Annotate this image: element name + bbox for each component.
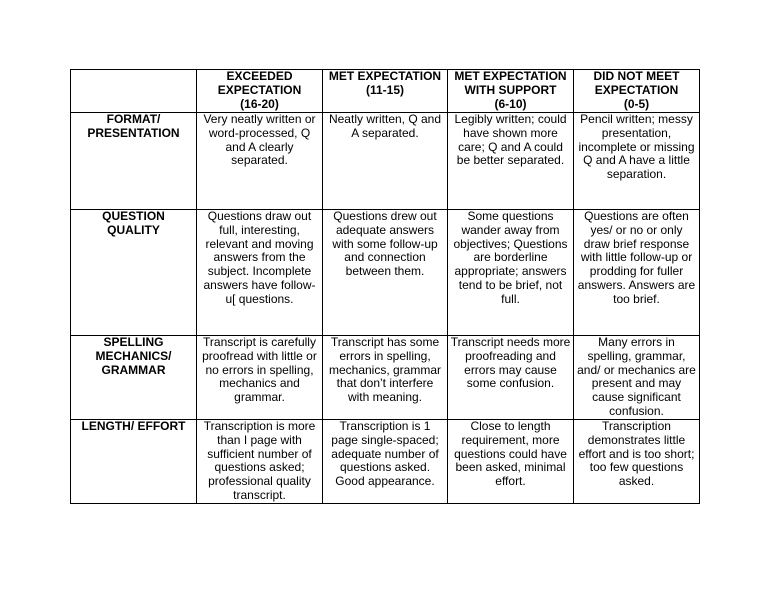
rubric-cell: Transcription demonstrates little effort and is too short; too few questions asked. xyxy=(574,420,700,504)
row-label-line: GRAMMAR xyxy=(101,362,166,377)
rubric-cell: Very neatly written or word-processed, Q and A clearly separated. xyxy=(197,113,323,210)
row-label-line: FORMAT/ xyxy=(106,112,161,126)
rubric-cell: Transcript is carefully proofread with little or no errors in spelling, mechanics and grammar. xyxy=(197,336,323,420)
row-label-length-effort xyxy=(71,420,197,504)
row-label-line: QUALITY xyxy=(107,222,160,237)
table-row-spelling-mechanics-grammar xyxy=(71,336,700,420)
rubric-cell: Pencil written; messy presentation, incomplete or missing Q and A have a little separation. xyxy=(574,113,700,210)
rubric-cell: Some questions wander away from objectives; Questions are borderline appropriate; answers tend to be brief, not full. xyxy=(448,210,574,336)
header-text-line: (0-5) xyxy=(623,96,650,111)
header-text-line: EXCEEDED xyxy=(226,69,293,83)
row-label-line: LENGTH/ EFFORT xyxy=(81,419,186,433)
header-met-expectation xyxy=(323,70,448,113)
header-text-line: DID NOT MEET xyxy=(593,69,680,83)
rubric-cell: Questions are often yes/ or no or only draw brief response with little follow-up or prodding for fuller answers. Answers are too brief. xyxy=(574,210,700,336)
row-label-line: PRESENTATION xyxy=(87,125,180,140)
table-row-format-presentation xyxy=(71,113,700,210)
header-did-not-meet-expectation xyxy=(574,70,700,113)
header-text-line: (6-10) xyxy=(494,96,527,111)
rubric-cell: Questions draw out full, interesting, relevant and moving answers from the subject. Incomplete answers have follow-u[ questions. xyxy=(197,210,323,336)
rubric-cell: Neatly written, Q and A separated. xyxy=(323,113,448,210)
row-label-spelling-mechanics-grammar xyxy=(71,336,197,420)
header-row xyxy=(71,70,700,113)
rubric-cell: Transcript needs more proofreading and errors may cause some confusion. xyxy=(448,336,574,420)
rubric-cell: Transcription is 1 page single-spaced; adequate number of questions asked. Good appearance. xyxy=(323,420,448,504)
row-label-line: SPELLING xyxy=(103,335,164,349)
rubric-cell: Close to length requirement, more questions could have been asked, minimal effort. xyxy=(448,420,574,504)
rubric-cell: Transcript has some errors in spelling, mechanics, grammar that don’t interfere with meaning. xyxy=(323,336,448,420)
row-label-format-presentation xyxy=(71,113,197,210)
row-label-line: QUESTION xyxy=(102,209,165,223)
header-text-line: WITH SUPPORT xyxy=(464,82,557,97)
rubric-cell: Legibly written; could have shown more care; Q and A could be better separated. xyxy=(448,113,574,210)
header-met-expectation-with-support xyxy=(448,70,574,113)
table-row-length-effort xyxy=(71,420,700,504)
row-label-question-quality xyxy=(71,210,197,336)
rubric-cell: Transcription is more than I page with sufficient number of questions asked; professional quality transcript. xyxy=(197,420,323,504)
rubric-cell: Many errors in spelling, grammar, and/ or mechanics are present and may cause significant confusion. xyxy=(574,336,700,420)
header-text-line: EXPECTATION xyxy=(217,82,302,97)
header-text-line: EXPECTATION xyxy=(594,82,679,97)
corner-cell xyxy=(71,70,197,113)
row-label-line: MECHANICS/ xyxy=(95,348,172,363)
header-exceeded-expectation xyxy=(197,70,323,113)
rubric-table xyxy=(70,69,700,504)
header-text-line: MET EXPECTATION xyxy=(454,69,567,83)
table-row-question-quality xyxy=(71,210,700,336)
header-text-line: (11-15) xyxy=(365,82,405,97)
header-text-line: (16-20) xyxy=(240,96,279,111)
rubric-cell: Questions drew out adequate answers with some follow-up and connection between them. xyxy=(323,210,448,336)
header-text-line: MET EXPECTATION xyxy=(328,69,442,83)
